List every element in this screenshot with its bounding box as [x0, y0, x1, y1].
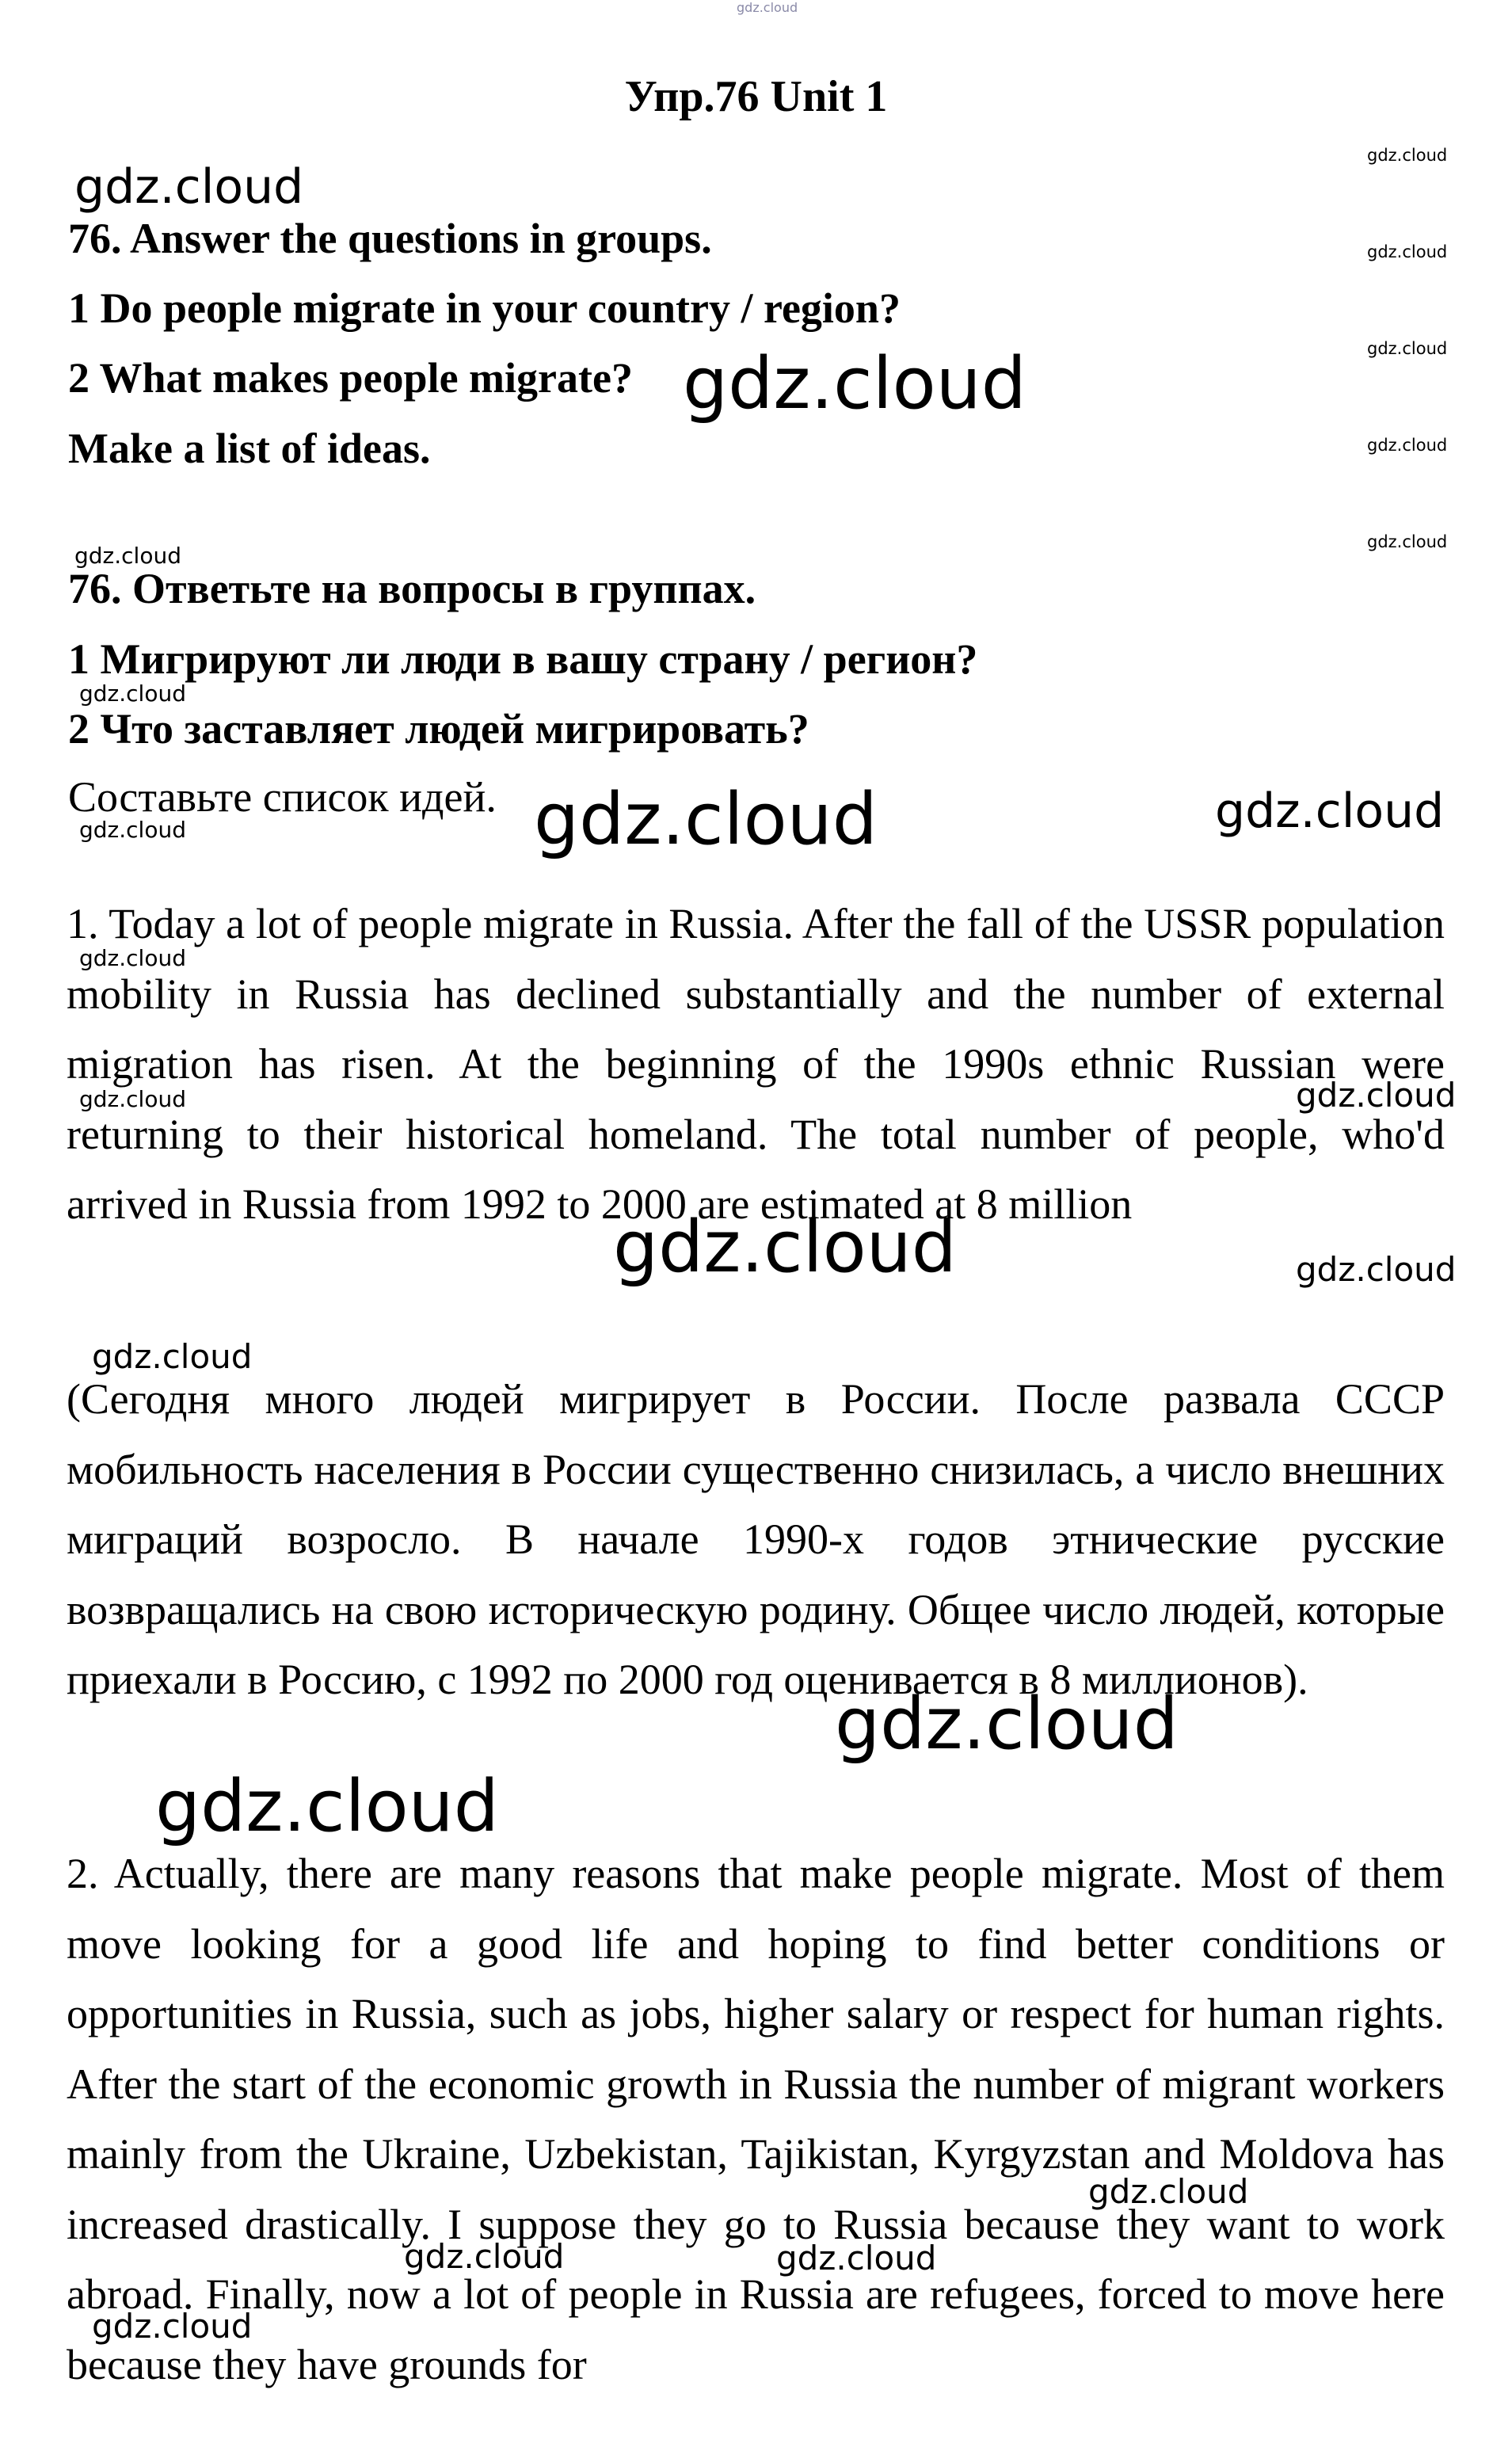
- answer-2-en: 2. Actually, there are many reasons that make people migrate. Most of them move looking for a good life and hoping to find better conditions or opportunities in Russia, such as jobs, higher salary or respect for human rights. After the start of the economic growth in Russia the number of migrant workers mainly from the Ukraine, Uzbekistan, Tajikistan, Kyrgyzstan and Moldova has increased drastically. I suppose they go to Russia because they want to work abroad. Finally, now a lot of people in Russia are refugees, forced to move here because they have grounds for: [67, 1850, 1445, 2388]
- watermark: gdz.cloud: [1088, 2172, 1249, 2211]
- watermark: gdz.cloud: [1367, 339, 1448, 358]
- task-heading-ru: 76. Ответьте на вопросы в группах.: [68, 565, 756, 612]
- page-title: Упр.76 Unit 1: [624, 72, 888, 121]
- watermark: gdz.cloud: [1215, 783, 1445, 839]
- watermark: gdz.cloud: [835, 1683, 1179, 1766]
- watermark: gdz.cloud: [74, 159, 304, 215]
- task-question-1-en: 1 Do people migrate in your country / region?: [68, 284, 901, 332]
- watermark: gdz.cloud: [683, 342, 1026, 425]
- task-question-1-ru: 1 Мигрируют ли люди в вашу страну / регион?: [68, 635, 978, 683]
- watermark: gdz.cloud: [776, 2239, 937, 2277]
- watermark: gdz.cloud: [1296, 1076, 1457, 1115]
- watermark: gdz.cloud: [404, 2237, 565, 2276]
- watermark: gdz.cloud: [92, 2307, 253, 2346]
- watermark: gdz.cloud: [79, 680, 186, 707]
- watermark: gdz.cloud: [74, 543, 181, 569]
- watermark: gdz.cloud: [79, 817, 186, 843]
- watermark: gdz.cloud: [92, 1337, 253, 1376]
- watermark: gdz.cloud: [737, 0, 798, 15]
- task-question-2-en: 2 What makes people migrate?: [68, 354, 633, 402]
- watermark: gdz.cloud: [79, 1086, 186, 1112]
- watermark: gdz.cloud: [1367, 146, 1448, 165]
- task-question-3-ru: Составьте список идей.: [68, 773, 497, 821]
- answer-1-en: 1. Today a lot of people migrate in Russia. After the fall of the USSR population mobility in Russia has declined substantially and the number of external migration has risen. At the beginning of the 1990s ethnic Russian were returning to their historical homeland. The total number of people, who'd arrived in Russia from 1992 to 2000 are estimated at 8 million: [67, 900, 1445, 1228]
- watermark: gdz.cloud: [1296, 1250, 1457, 1289]
- watermark: gdz.cloud: [534, 778, 878, 861]
- watermark: gdz.cloud: [613, 1206, 957, 1289]
- task-question-2-ru: 2 Что заставляет людей мигрировать?: [68, 705, 809, 753]
- watermark: gdz.cloud: [79, 945, 186, 971]
- watermark: gdz.cloud: [1367, 436, 1448, 455]
- task-heading-en: 76. Answer the questions in groups.: [68, 215, 712, 262]
- watermark: gdz.cloud: [1367, 532, 1448, 551]
- answer-1-ru: (Сегодня много людей мигрирует в России. После развала СССР мобильность населения в России существенно снизилась, а число внешних миграций возросло. В начале 1990-х годов этнические русские возвращались на свою историческую родину. Общее число людей, которые приехали в Россию, с 1992 по 2000 год оценивается в 8 миллионов).: [67, 1375, 1445, 1703]
- task-question-3-en: Make a list of ideas.: [68, 425, 431, 472]
- watermark: gdz.cloud: [155, 1765, 499, 1848]
- watermark: gdz.cloud: [1367, 242, 1448, 261]
